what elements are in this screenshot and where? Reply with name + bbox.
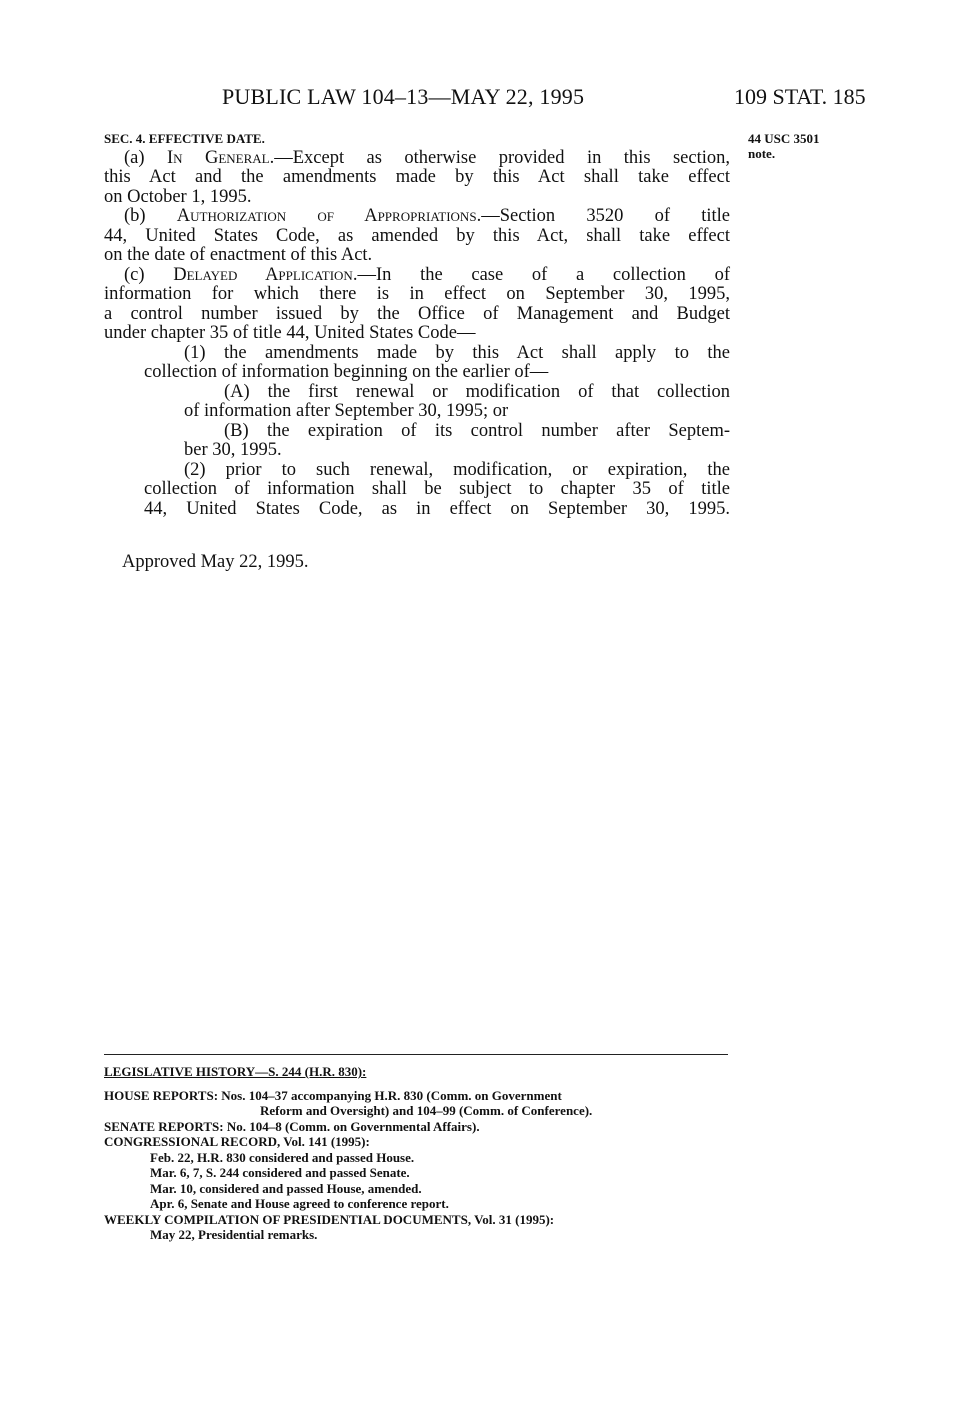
senate-reports-line: SENATE REPORTS: No. 104–8 (Comm. on Governmental Affairs).	[104, 1118, 480, 1134]
paragraph-2-line: (2) prior to such renewal, modification, or expiration, the	[184, 459, 730, 480]
legislative-history	[104, 1064, 730, 1243]
subsection-a-text: .—Except as otherwise provided in this section,	[269, 147, 730, 168]
section-body	[104, 129, 730, 519]
subsection-b-caption: Authorization of Appropriations	[176, 206, 477, 226]
subsection-a-line	[104, 149, 730, 169]
subsection-b-line: 44, United States Code, as amended by this Act, shall take effect	[104, 225, 730, 246]
subsection-b-line	[104, 207, 730, 227]
congressional-record-item: Feb. 22, H.R. 830 considered and passed House.	[150, 1149, 415, 1165]
congressional-record-item: Mar. 6, 7, S. 244 considered and passed Senate.	[150, 1165, 410, 1180]
margin-note-citation: 44 USC 3501	[748, 131, 820, 146]
subparagraph-b-line: ber 30, 1995.	[184, 440, 282, 460]
weekly-compilation-heading: WEEKLY COMPILATION OF PRESIDENTIAL DOCUMENTS, Vol. 31 (1995):	[104, 1211, 555, 1227]
subsection-a-line: this Act and the amendments made by this Act shall take effect	[104, 167, 730, 187]
congressional-record-heading: CONGRESSIONAL RECORD, Vol. 141 (1995):	[104, 1134, 370, 1149]
paragraph-2-line: collection of information shall be subject to chapter 35 of title	[144, 479, 730, 499]
running-header-title: PUBLIC LAW 104–13—MAY 22, 1995	[222, 84, 585, 109]
subsection-b-line: on the date of enactment of this Act.	[104, 245, 373, 265]
approval-line: Approved May 22, 1995.	[122, 552, 309, 572]
subsection-a-label: (a)	[124, 147, 167, 168]
legislative-history-title: LEGISLATIVE HISTORY—S. 244 (H.R. 830):	[104, 1064, 367, 1079]
margin-note	[748, 131, 820, 161]
running-header-stat-page: 109 STAT. 185	[734, 84, 866, 109]
paragraph-2-line: 44, United States Code, as in effect on September 30, 1995.	[144, 498, 730, 519]
subsection-c-line: a control number issued by the Office of Management and Budget	[104, 303, 730, 324]
subsection-c-line: under chapter 35 of title 44, United States Code—	[104, 323, 476, 343]
legislative-history-divider	[104, 1054, 728, 1055]
subsection-c-caption: Delayed Application	[173, 264, 353, 285]
subparagraph-a-line: (A) the first renewal or modification of that collection	[224, 381, 730, 402]
subsection-a-caption: In General	[166, 147, 270, 168]
margin-note-label: note.	[748, 146, 776, 161]
congressional-record-item: Mar. 10, considered and passed House, amended.	[150, 1180, 422, 1196]
subsection-b-label: (b)	[124, 206, 177, 226]
subsection-c-label: (c)	[124, 264, 174, 285]
subsection-a-line: on October 1, 1995.	[104, 186, 252, 207]
subparagraph-b-line: (B) the expiration of its control number after Septem-	[224, 420, 730, 441]
house-reports-line: HOUSE REPORTS: Nos. 104–37 accompanying H.R. 830 (Comm. on Government	[104, 1087, 562, 1103]
paragraph-1-line: (1) the amendments made by this Act shall apply to the	[184, 342, 730, 363]
subparagraph-a-line: of information after September 30, 1995; or	[184, 401, 509, 421]
house-reports-line: Reform and Oversight) and 104–99 (Comm. of Conference).	[260, 1103, 593, 1118]
subsection-c-text: .—In the case of a collection of	[352, 264, 730, 285]
subsection-b-text: .—Section 3520 of title	[476, 206, 730, 226]
subsection-c-line	[104, 266, 730, 286]
section-heading: SEC. 4. EFFECTIVE DATE.	[104, 131, 265, 146]
congressional-record-item: Apr. 6, Senate and House agreed to conference report.	[150, 1196, 449, 1211]
subsection-c-line: information for which there is in effect on September 30, 1995,	[104, 284, 730, 304]
weekly-compilation-item: May 22, Presidential remarks.	[150, 1227, 318, 1242]
paragraph-1-line: collection of information beginning on the earlier of—	[144, 362, 549, 382]
